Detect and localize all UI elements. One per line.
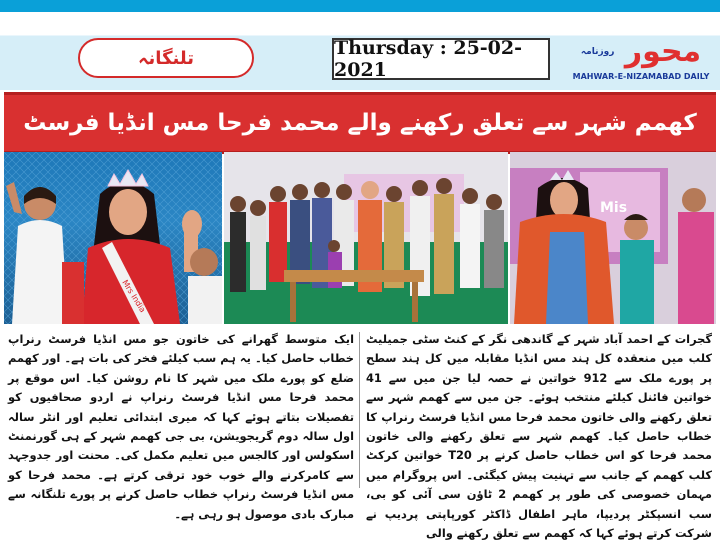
article-column-right: گجرات کے احمد آباد شہر کے گاندھی نگر کے کنٹ سٹی جمیلیٹ کلب میں منعقدہ کل ہند مس انڈیا مقابلہ میں کل ہند سطح پر پورے ملک سے 912 خواتین نے حصہ لیا جن میں سے 41 خواتین فائنل کیلئے منتخب ہوئے۔ جن میں سے کھمم شہر سے تعلق رکھنے والی خاتون محمد فرحا مس انڈیا فرسٹ رنراپ کا خطاب حاصل کیا۔ کھمم شہر سے تعلق رکھنے والی خاتون محمد فرحا کو اس خطاب حاصل کرنے پر T20 خواتین کرکٹ کلب کھمم کے جانب سے تہنیت پیش کیگئی۔ اس پروگرام میں مہمان خصوصی کی طور پر کھمم 2 ٹاؤن سی آئی کو بی، سب انسپکٹر پردیپا، ماہر اطفال ڈاکٹر کورپاپتی پردیپ نے شرکت کرتے ہوئے کہا کہ کھمم سے تعلق رکھنے والی — [366, 332, 712, 541]
logo-main-text: محور — [624, 34, 702, 69]
newspaper-logo — [566, 30, 716, 88]
region-label — [78, 38, 254, 78]
top-color-bar — [0, 0, 720, 12]
photo-group-felicitation — [224, 152, 508, 324]
logo-small-text: روزنامہ — [580, 47, 615, 57]
photo-crowned-woman-with-girl — [4, 152, 222, 324]
article-column-left: ایک متوسط گھرانے کی خاتون جو مس انڈیا فرسٹ رنراپ خطاب حاصل کیا۔ یہ ہم سب کیلئے فخر کی بات ہے۔ اور کھمم ضلع کو پورے ملک میں شہر کا نام روشن کیا۔ اس موقع پر محمد فرحا مس انڈیا فرسٹ رنراپ نے اردو صحافیوں کو تفصیلات بتاتے ہوئے کہا کہ میری ابتدائی تعلیم اور انٹر سالہ اول سالہ دوم گریجویشن، بی جی کھمم شہر کے ہی گورنمنٹ اسکولس اور کالجس میں تعلیم مکمل کی۔ محنت اور جدوجہد سے کامرکرنے والے خوب خود ترقی کرتے ہے۔ محمد فرحا کو مس انڈیا فرسٹ رنراپ خطاب حاصل کرنے پر پورے تلنگانہ سے مبارک بادی موصول ہو رہی ہے۔ — [8, 332, 354, 521]
logo-subtitle: MAHWAR-E-NIZAMABAD DAILY — [572, 72, 710, 81]
date-box — [332, 38, 550, 80]
region-text: تلنگانہ — [138, 47, 194, 69]
photo-3-illustration — [510, 152, 716, 324]
sash-text: Mrs India — [120, 278, 148, 315]
headline: کھمم شہر سے تعلق رکھنے والے محمد فرحا مس انڈیا فرسٹ — [4, 92, 716, 154]
column-divider — [359, 332, 360, 488]
logo-wordmark — [566, 30, 716, 74]
photo-woman-with-shawl — [510, 152, 716, 324]
photo-strip — [4, 152, 716, 324]
photo-2-illustration — [224, 152, 508, 324]
photo-1-illustration — [4, 152, 222, 324]
banner-text: Mis — [600, 200, 628, 216]
publication-date: Thursday : 25-02-2021 — [334, 37, 523, 81]
